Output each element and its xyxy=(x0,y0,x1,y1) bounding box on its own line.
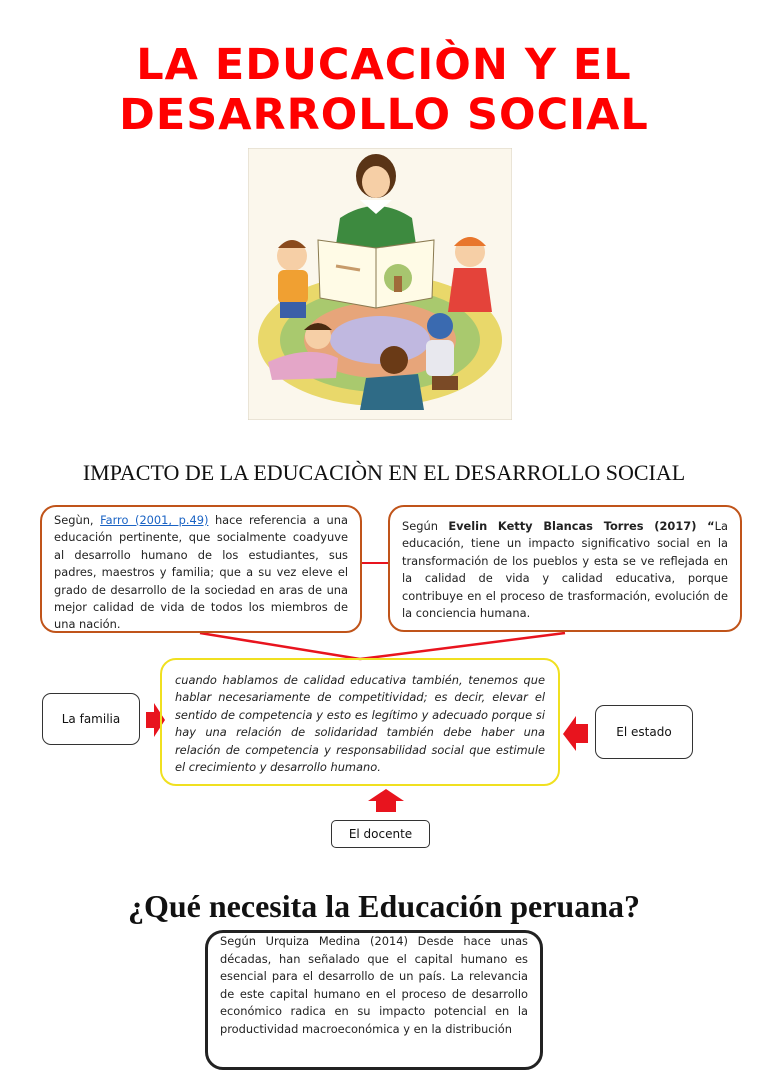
farro-quote-text: hace referencia a una educación pertinente, que socialmente coadyuve al desarrollo humano de los estudiantes, sus padres, maestros y familia; que a su vez eleve el grado de desarrollo de la sociedad en aras de una mejor calidad de vida de todos los miembros de una nación. xyxy=(54,513,348,632)
familia-box xyxy=(42,693,140,745)
arrow-up-icon xyxy=(368,789,404,812)
estado-box xyxy=(595,705,693,759)
docente-label: El docente xyxy=(348,827,413,841)
arrow-left-icon xyxy=(563,716,588,751)
estado-label: El estado xyxy=(616,725,672,739)
blancas-quote-text: La educación, tiene un impacto significativo social en la transformación de los pueblos y esta se ve reflejada en la calidad de vida y calidad educativa, porque contribuye en el proceso de trasformación, evolución de la conciencia humana. xyxy=(402,519,728,621)
farro-citation-link[interactable]: Farro (2001, p.49) xyxy=(100,513,209,527)
blancas-quote-box xyxy=(388,505,742,632)
section-heading: IMPACTO DE LA EDUCACIÒN EN EL DESARROLLO SOCIAL xyxy=(82,460,686,485)
quote-prefix: Según xyxy=(402,519,449,533)
familia-label: La familia xyxy=(61,712,121,726)
competitiveness-quote-box: cuando hablamos de calidad educativa también, tenemos que hablar necesariamente de competitividad; es decir, elevar el sentido de competencia y esto es legítimo y adecuado porque si hay una relación de solidaridad también debe haber una relación de competencia y responsabilidad social que estimule el crecimiento y desarrollo humano. xyxy=(160,658,560,786)
teacher-reading-book-to-children-icon xyxy=(248,148,512,420)
blancas-author: Evelin Ketty Blancas Torres (2017) “ xyxy=(448,519,715,533)
page-title xyxy=(0,40,768,140)
title-line-2: DESARROLLO SOCIAL xyxy=(119,90,649,140)
urquiza-quote-box: Según Urquiza Medina (2014) Desde hace unas décadas, han señalado que el capital humano es esencial para el desarrollo de un país. La relevancia de este capital humano en el proceso de desarrollo económico radica en su impacto potencial en la productividad macroeconómica y en la distribución xyxy=(205,930,543,1070)
farro-quote-box xyxy=(40,505,362,633)
question-heading: ¿Qué necesita la Educación peruana? xyxy=(127,888,640,924)
docente-box xyxy=(331,820,430,848)
title-line-1: LA EDUCACIÒN Y EL xyxy=(136,40,632,90)
quote-prefix: Segùn, xyxy=(54,513,101,527)
